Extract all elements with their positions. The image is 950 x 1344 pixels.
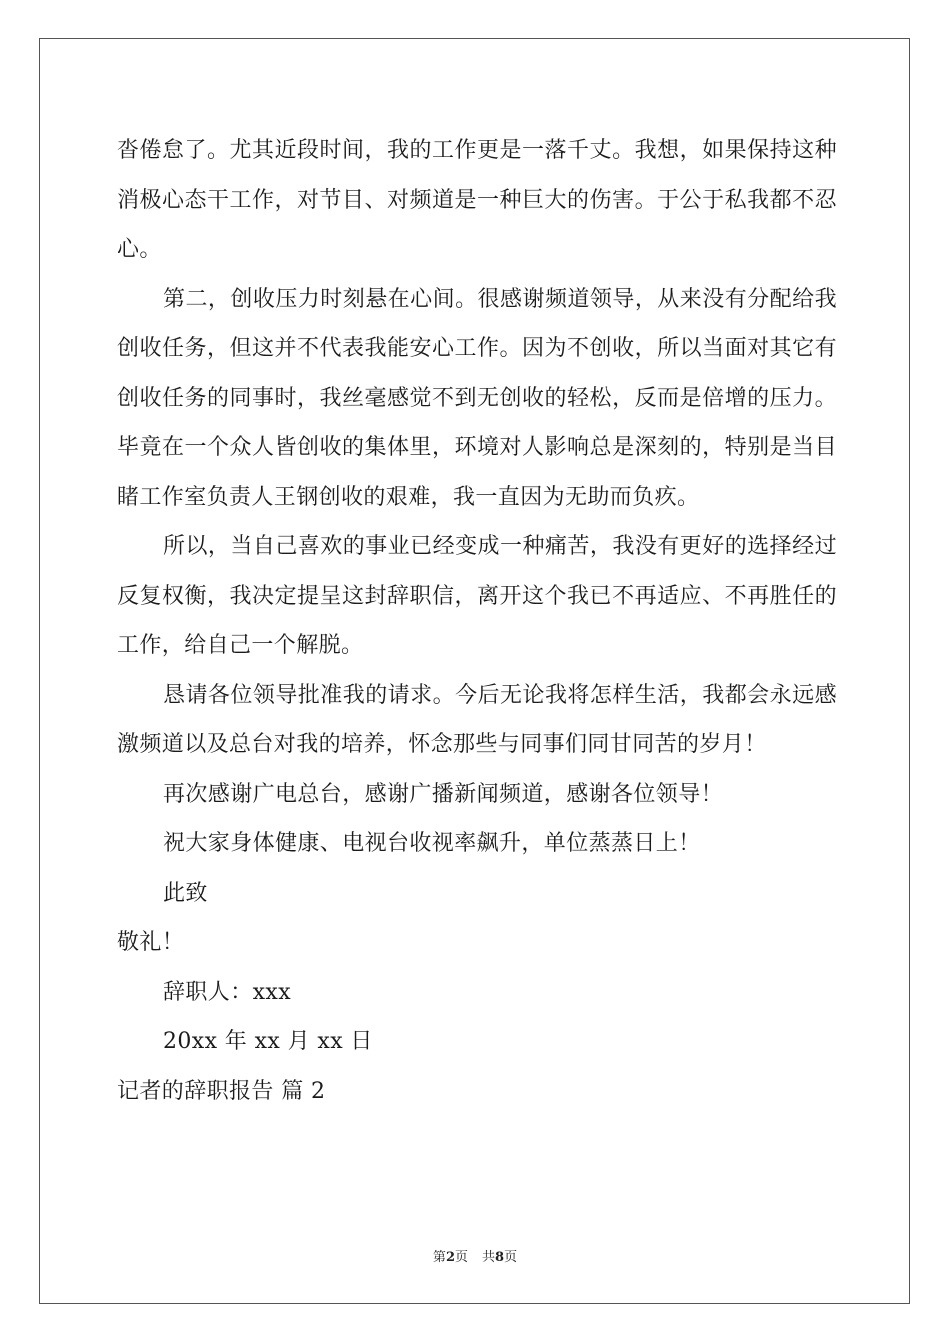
page-footer	[0, 1246, 950, 1265]
wishes-line: 祝大家身体健康、电视台收视率飙升，单位蒸蒸日上！	[163, 831, 701, 856]
thanks-line: 再次感谢广电总台，感谢广播新闻频道，感谢各位领导！	[163, 781, 724, 807]
salute-line: 敬礼！	[117, 930, 185, 955]
paragraph-request: 恳请各位领导批准我的请求。今后无论我将怎样生活，我都会永远感激频道以及总台对我的培养，怀念那些与同事们同甘同苦的岁月！	[117, 682, 837, 757]
paragraph-second-reason: 第二，创收压力时刻悬在心间。很感谢频道领导，从来没有分配给我创收任务，但这并不代表我能安心工作。因为不创收，所以当面对其它有创收任务的同事时，我丝毫感觉不到无创收的轻松，反而是倍增的压力。毕竟在一个众人皆创收的集体里，环境对人影响总是深刻的，特别是当目睹工作室负责人王钢创收的艰难，我一直因为无助而负疚。	[117, 286, 837, 510]
paragraph-continued: 沓倦怠了。尤其近段时间，我的工作更是一落千丈。我想，如果保持这种消极心态干工作，对节目、对频道是一种巨大的伤害。于公于私我都不忍心。	[117, 138, 837, 262]
paragraph-decision: 所以，当自己喜欢的事业已经变成一种痛苦，我没有更好的选择经过反复权衡，我决定提呈这封辞职信，离开这个我已不再适应、不再胜任的工作，给自己一个解脱。	[117, 534, 837, 658]
document-body	[117, 126, 837, 1116]
date-line: 20xx 年 xx 月 xx 日	[163, 1029, 373, 1054]
page-number: 第2页	[432, 1250, 468, 1265]
closing-line: 此致	[163, 880, 208, 906]
page-total: 共8页	[482, 1250, 518, 1265]
signer-line: 辞职人：xxx	[163, 979, 292, 1005]
next-section-heading: 记者的辞职报告 篇 2	[117, 1078, 326, 1104]
